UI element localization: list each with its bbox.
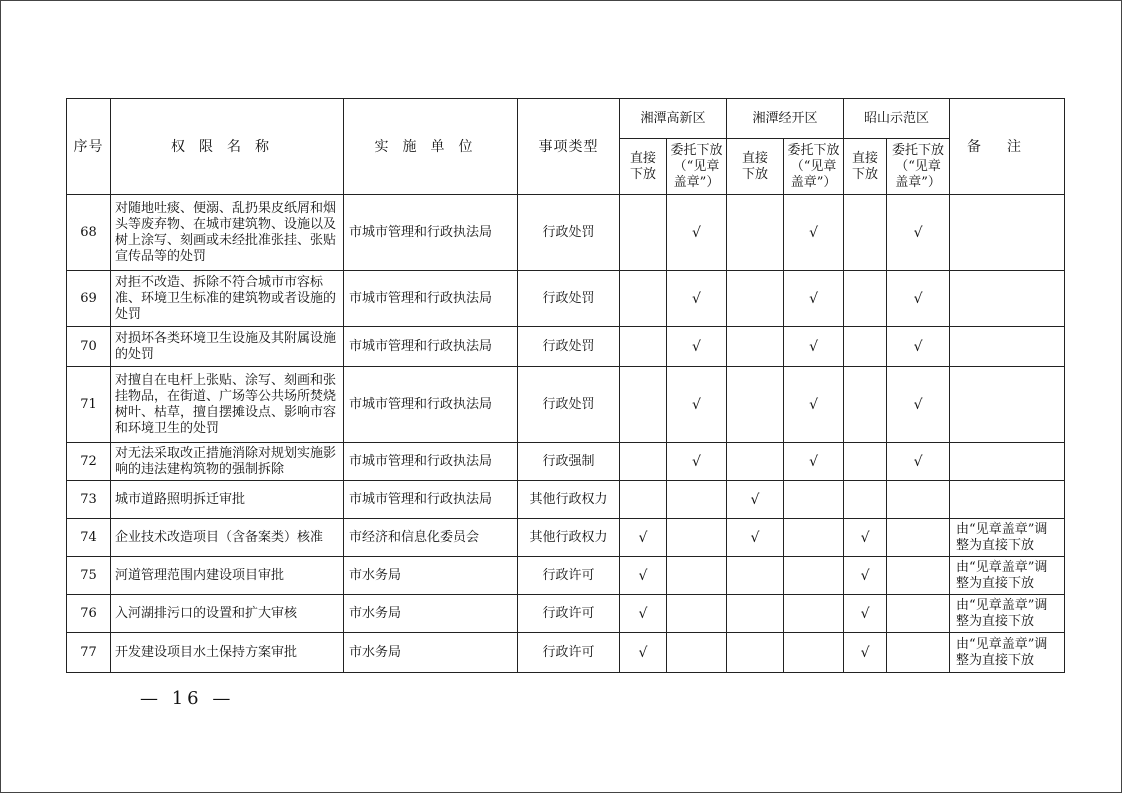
check-mark: √: [727, 481, 784, 519]
implementing-unit: 市城市管理和行政执法局: [344, 195, 518, 271]
check-mark: [727, 595, 784, 633]
row-number: 75: [67, 557, 111, 595]
remark: 由“见章盖章”调整为直接下放: [950, 633, 1065, 673]
remark: 由“见章盖章”调整为直接下放: [950, 557, 1065, 595]
implementing-unit: 市城市管理和行政执法局: [344, 481, 518, 519]
item-type: 行政许可: [518, 557, 620, 595]
row-number: 70: [67, 327, 111, 367]
check-mark: √: [784, 443, 844, 481]
check-mark: [784, 557, 844, 595]
remark: [950, 367, 1065, 443]
row-number: 73: [67, 481, 111, 519]
check-mark: √: [727, 519, 784, 557]
remark: [950, 195, 1065, 271]
item-type: 其他行政权力: [518, 519, 620, 557]
check-mark: [667, 633, 727, 673]
check-mark: [784, 481, 844, 519]
power-name: 对随地吐痰、便溺、乱扔果皮纸屑和烟头等废弃物、在城市建筑物、设施以及树上涂写、刻画或未经批准张挂、张贴宣传品等的处罚: [111, 195, 344, 271]
power-name: 城市道路照明拆迁审批: [111, 481, 344, 519]
check-mark: [844, 271, 887, 327]
remark: [950, 481, 1065, 519]
check-mark: [620, 195, 667, 271]
check-mark: [887, 481, 950, 519]
check-mark: √: [844, 519, 887, 557]
page-number: — 16 —: [140, 688, 235, 709]
check-mark: [727, 367, 784, 443]
implementing-unit: 市水务局: [344, 595, 518, 633]
item-type: 行政强制: [518, 443, 620, 481]
power-name: 对拒不改造、拆除不符合城市市容标准、环境卫生标准的建筑物或者设施的处罚: [111, 271, 344, 327]
implementing-unit: 市城市管理和行政执法局: [344, 327, 518, 367]
implementing-unit: 市水务局: [344, 633, 518, 673]
implementing-unit: 市经济和信息化委员会: [344, 519, 518, 557]
item-type: 行政处罚: [518, 195, 620, 271]
check-mark: √: [620, 557, 667, 595]
check-mark: [727, 327, 784, 367]
subheader-direct: 直接 下放: [727, 139, 784, 195]
header-zone-jingkai: 湘潭经开区: [727, 99, 844, 139]
check-mark: [844, 443, 887, 481]
remark: [950, 327, 1065, 367]
table-row: [67, 519, 1065, 557]
power-name: 开发建设项目水土保持方案审批: [111, 633, 344, 673]
row-number: 71: [67, 367, 111, 443]
power-name: 河道管理范围内建设项目审批: [111, 557, 344, 595]
item-type: 行政许可: [518, 633, 620, 673]
table-row: [67, 633, 1065, 673]
power-name: 对擅自在电杆上张贴、涂写、刻画和张挂物品，在街道、广场等公共场所焚烧树叶、枯草，擅自摆摊设点、影响市容和环境卫生的处罚: [111, 367, 344, 443]
header-note: 备注: [950, 99, 1065, 195]
check-mark: √: [887, 271, 950, 327]
subheader-direct: 直接 下放: [620, 139, 667, 195]
remark: [950, 443, 1065, 481]
check-mark: [844, 327, 887, 367]
check-mark: [620, 367, 667, 443]
item-type: 行政许可: [518, 595, 620, 633]
check-mark: [784, 519, 844, 557]
check-mark: [667, 519, 727, 557]
header-zone-zhaoshan: 昭山示范区: [844, 99, 950, 139]
remark: 由“见章盖章”调整为直接下放: [950, 519, 1065, 557]
check-mark: √: [784, 195, 844, 271]
check-mark: [844, 367, 887, 443]
check-mark: [727, 195, 784, 271]
check-mark: √: [784, 271, 844, 327]
check-mark: √: [887, 367, 950, 443]
implementing-unit: 市水务局: [344, 557, 518, 595]
table-row: [67, 271, 1065, 327]
check-mark: [727, 633, 784, 673]
check-mark: √: [887, 443, 950, 481]
check-mark: √: [844, 557, 887, 595]
subheader-entrust: 委托下放 （“见章 盖章”）: [784, 139, 844, 195]
row-number: 69: [67, 271, 111, 327]
check-mark: √: [667, 367, 727, 443]
row-number: 68: [67, 195, 111, 271]
check-mark: [784, 595, 844, 633]
row-number: 77: [67, 633, 111, 673]
powers-table: [66, 98, 1065, 673]
subheader-direct: 直接 下放: [844, 139, 887, 195]
check-mark: [727, 443, 784, 481]
implementing-unit: 市城市管理和行政执法局: [344, 367, 518, 443]
header-unit: 实施单位: [344, 99, 518, 195]
header-type: 事项类型: [518, 99, 620, 195]
item-type: 行政处罚: [518, 367, 620, 443]
check-mark: [620, 271, 667, 327]
table-row: [67, 443, 1065, 481]
check-mark: √: [667, 271, 727, 327]
check-mark: √: [887, 195, 950, 271]
check-mark: √: [844, 595, 887, 633]
check-mark: √: [620, 519, 667, 557]
item-type: 其他行政权力: [518, 481, 620, 519]
table-row: [67, 367, 1065, 443]
check-mark: √: [620, 633, 667, 673]
row-number: 72: [67, 443, 111, 481]
check-mark: [844, 195, 887, 271]
check-mark: [667, 481, 727, 519]
check-mark: √: [887, 327, 950, 367]
check-mark: [620, 481, 667, 519]
row-number: 74: [67, 519, 111, 557]
remark: [950, 271, 1065, 327]
header-zone-gaoxin: 湘潭高新区: [620, 99, 727, 139]
check-mark: [784, 633, 844, 673]
power-name: 对无法采取改正措施消除对规划实施影响的违法建构筑物的强制拆除: [111, 443, 344, 481]
header-seq: 序号: [67, 99, 111, 195]
check-mark: [887, 557, 950, 595]
implementing-unit: 市城市管理和行政执法局: [344, 271, 518, 327]
remark: 由“见章盖章”调整为直接下放: [950, 595, 1065, 633]
check-mark: [727, 557, 784, 595]
check-mark: √: [784, 367, 844, 443]
header-name: 权限名称: [111, 99, 344, 195]
item-type: 行政处罚: [518, 327, 620, 367]
check-mark: √: [844, 633, 887, 673]
table-row: [67, 327, 1065, 367]
power-name: 企业技术改造项目（含备案类）核准: [111, 519, 344, 557]
check-mark: [887, 633, 950, 673]
check-mark: [887, 595, 950, 633]
check-mark: [620, 327, 667, 367]
check-mark: [887, 519, 950, 557]
item-type: 行政处罚: [518, 271, 620, 327]
check-mark: √: [667, 195, 727, 271]
implementing-unit: 市城市管理和行政执法局: [344, 443, 518, 481]
table-row: [67, 595, 1065, 633]
check-mark: [620, 443, 667, 481]
check-mark: [844, 481, 887, 519]
check-mark: √: [667, 443, 727, 481]
check-mark: √: [784, 327, 844, 367]
table-row: [67, 557, 1065, 595]
subheader-entrust: 委托下放 （“见章 盖章”）: [887, 139, 950, 195]
subheader-entrust: 委托下放 （“见章 盖章”）: [667, 139, 727, 195]
check-mark: √: [667, 327, 727, 367]
table-row: [67, 481, 1065, 519]
check-mark: [727, 271, 784, 327]
power-name: 入河湖排污口的设置和扩大审核: [111, 595, 344, 633]
check-mark: √: [620, 595, 667, 633]
check-mark: [667, 557, 727, 595]
check-mark: [667, 595, 727, 633]
row-number: 76: [67, 595, 111, 633]
table-row: [67, 195, 1065, 271]
power-name: 对损坏各类环境卫生设施及其附属设施的处罚: [111, 327, 344, 367]
